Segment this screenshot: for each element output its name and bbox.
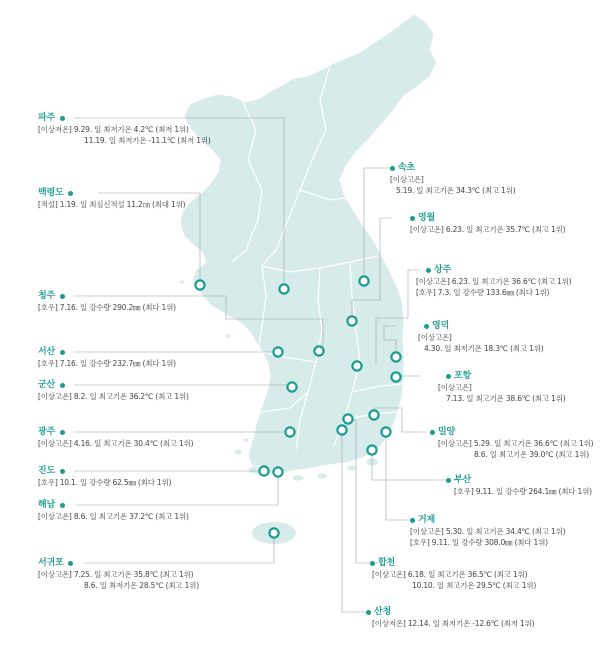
record-line: [호우] 9.11. 일 강수량 264.1㎜ (최다 1위) xyxy=(454,487,592,496)
record-line: [이상고온] xyxy=(418,333,452,342)
record-line: 4.30. 일 최저기온 18.3℃ (최고 1위) xyxy=(424,344,544,353)
record-line: [이상고온] xyxy=(438,383,472,392)
label-yeongdeok xyxy=(418,320,544,354)
marker-sancheong xyxy=(337,425,346,434)
region-name-jindo: 진도 xyxy=(38,466,55,476)
marker-seosan xyxy=(273,347,282,356)
region-name-paju: 파주 xyxy=(38,113,55,123)
label-sokcho xyxy=(390,162,516,196)
marker-gwangju xyxy=(285,427,294,436)
marker-geoje xyxy=(381,427,390,436)
label-baengnyeong xyxy=(38,187,185,210)
bullet-dot-icon xyxy=(68,191,73,196)
korean-peninsula xyxy=(180,14,437,474)
region-name-gunsan: 군산 xyxy=(38,380,55,390)
marker-jindo xyxy=(259,466,268,475)
label-seogwipo xyxy=(38,557,199,591)
region-name-seogwipo: 서귀포 xyxy=(38,558,64,568)
region-name-miryang: 밀양 xyxy=(438,427,455,437)
bullet-dot-icon xyxy=(366,610,371,615)
region-name-pohang: 포항 xyxy=(454,371,471,381)
bullet-dot-icon xyxy=(430,430,435,435)
bullet-dot-icon xyxy=(446,478,451,483)
bullet-dot-icon xyxy=(60,116,65,121)
label-haenam xyxy=(38,499,189,522)
record-line: [이상고온] 8.6. 일 최고기온 37.2℃ (최고 1위) xyxy=(38,512,189,521)
label-busan xyxy=(446,474,592,497)
record-line: [이상고온] 5.30. 일 최고기온 34.4℃ (최고 1위) xyxy=(410,527,566,536)
label-geoje xyxy=(410,514,565,548)
label-yeongwol xyxy=(410,212,565,235)
bullet-dot-icon xyxy=(410,518,415,523)
record-line: [이상고온] 8.2. 일 최고기온 36.2℃ (최고 1위) xyxy=(38,392,189,401)
region-name-hapcheon: 합천 xyxy=(378,558,395,568)
label-gunsan xyxy=(38,379,189,402)
label-sangju xyxy=(416,264,572,298)
region-name-yeongwol: 영월 xyxy=(418,213,435,223)
marker-seogwipo xyxy=(269,528,278,537)
marker-haenam xyxy=(273,467,282,476)
label-sancheong xyxy=(366,606,534,629)
marker-paju xyxy=(279,284,288,293)
label-jindo xyxy=(38,465,171,488)
region-name-sokcho: 속초 xyxy=(398,163,415,173)
marker-sokcho xyxy=(359,276,368,285)
record-line: 7.13. 일 최고기온 38.6℃ (최고 1위) xyxy=(446,394,566,403)
label-paju xyxy=(38,112,211,146)
bullet-dot-icon xyxy=(60,350,65,355)
marker-busan xyxy=(367,445,376,454)
record-line: 5.19. 일 최고기온 34.3℃ (최고 1위) xyxy=(396,186,516,195)
bullet-dot-icon xyxy=(370,561,375,566)
marker-gunsan xyxy=(287,382,296,391)
bullet-dot-icon xyxy=(60,383,65,388)
bullet-dot-icon xyxy=(426,268,431,273)
region-name-geoje: 거제 xyxy=(418,515,435,525)
record-line: [이상고온] 6.18. 일 최고기온 36.5℃ (최고 1위) xyxy=(372,570,528,579)
marker-miryang xyxy=(369,410,378,419)
label-pohang xyxy=(438,370,566,404)
marker-hapcheon xyxy=(343,414,352,423)
record-line: [이상고온] 5.29. 일 최고기온 36.6℃ (최고 1위) xyxy=(438,439,594,448)
bullet-dot-icon xyxy=(410,216,415,221)
marker-yeongwol xyxy=(347,316,356,325)
label-hapcheon xyxy=(370,557,536,591)
record-line: 8.6. 일 최저기온 28.5℃ (최고 1위) xyxy=(84,581,199,590)
marker-sangju xyxy=(352,361,361,370)
record-line: [호우] 7.3. 일 강수량 133.6㎜ (최다 1위) xyxy=(416,288,550,297)
label-gwangju xyxy=(38,426,193,449)
record-line: [호우] 10.1. 일 강수량 62.5㎜ (최다 1위) xyxy=(38,478,172,487)
record-line: [호우] 7.16. 일 강수량 232.7㎜ (최다 1위) xyxy=(38,359,176,368)
bullet-dot-icon xyxy=(60,503,65,508)
marker-baengnyeong xyxy=(195,280,204,289)
bullet-dot-icon xyxy=(68,561,73,566)
record-line: [이상고온] 4.16. 일 최고기온 30.4℃ (최고 1위) xyxy=(38,439,194,448)
record-line: 11.19. 일 최저기온 -11.1℃ (최저 1위) xyxy=(84,136,211,145)
record-line: [적설] 1.19. 일 최심신적설 11.2㎝ (최대 1위) xyxy=(38,200,186,209)
bullet-dot-icon xyxy=(424,324,429,329)
region-name-sangju: 상주 xyxy=(434,265,451,275)
label-cheongju xyxy=(38,290,176,313)
region-name-gwangju: 광주 xyxy=(38,427,55,437)
label-seosan xyxy=(38,346,176,369)
record-line: [이상저온] 9.29. 일 최저기온 4.2℃ (최저 1위) xyxy=(38,125,189,134)
region-name-seosan: 서산 xyxy=(38,347,55,357)
record-line: [이상고온] 6.23. 일 최고기온 36.6℃ (최고 1위) xyxy=(416,277,572,286)
bullet-dot-icon xyxy=(60,430,65,435)
record-line: 8.6. 일 최고기온 39.0℃ (최고 1위) xyxy=(474,450,589,459)
marker-cheongju xyxy=(314,346,323,355)
record-line: [이상저온] 12.14. 일 최저기온 -12.6℃ (최저 1위) xyxy=(372,619,535,628)
region-name-sancheong: 산청 xyxy=(374,607,391,617)
record-line: [호우] 9.11. 일 강수량 308.0㎜ (최다 1위) xyxy=(410,538,548,547)
record-line: 10.10. 일 최고기온 29.5℃ (최고 1위) xyxy=(412,581,537,590)
bullet-dot-icon xyxy=(60,469,65,474)
bullet-dot-icon xyxy=(390,166,395,171)
region-name-baengnyeong: 백령도 xyxy=(38,188,64,198)
record-line: [이상고온] 6.23. 일 최고기온 35.7℃ (최고 1위) xyxy=(410,225,566,234)
record-line: [이상고온] 7.25. 일 최고기온 35.8℃ (최고 1위) xyxy=(38,570,194,579)
marker-yeongdeok xyxy=(391,352,400,361)
bullet-dot-icon xyxy=(60,294,65,299)
region-name-yeongdeok: 영덕 xyxy=(432,321,449,331)
marker-pohang xyxy=(391,372,400,381)
record-line: [이상고온] xyxy=(390,175,424,184)
region-name-haenam: 해남 xyxy=(38,500,55,510)
bullet-dot-icon xyxy=(446,374,451,379)
region-name-busan: 부산 xyxy=(454,475,471,485)
label-miryang xyxy=(430,426,593,460)
record-line: [호우] 7.16. 일 강수량 290.2㎜ (최다 1위) xyxy=(38,303,176,312)
region-name-cheongju: 청주 xyxy=(38,291,55,301)
